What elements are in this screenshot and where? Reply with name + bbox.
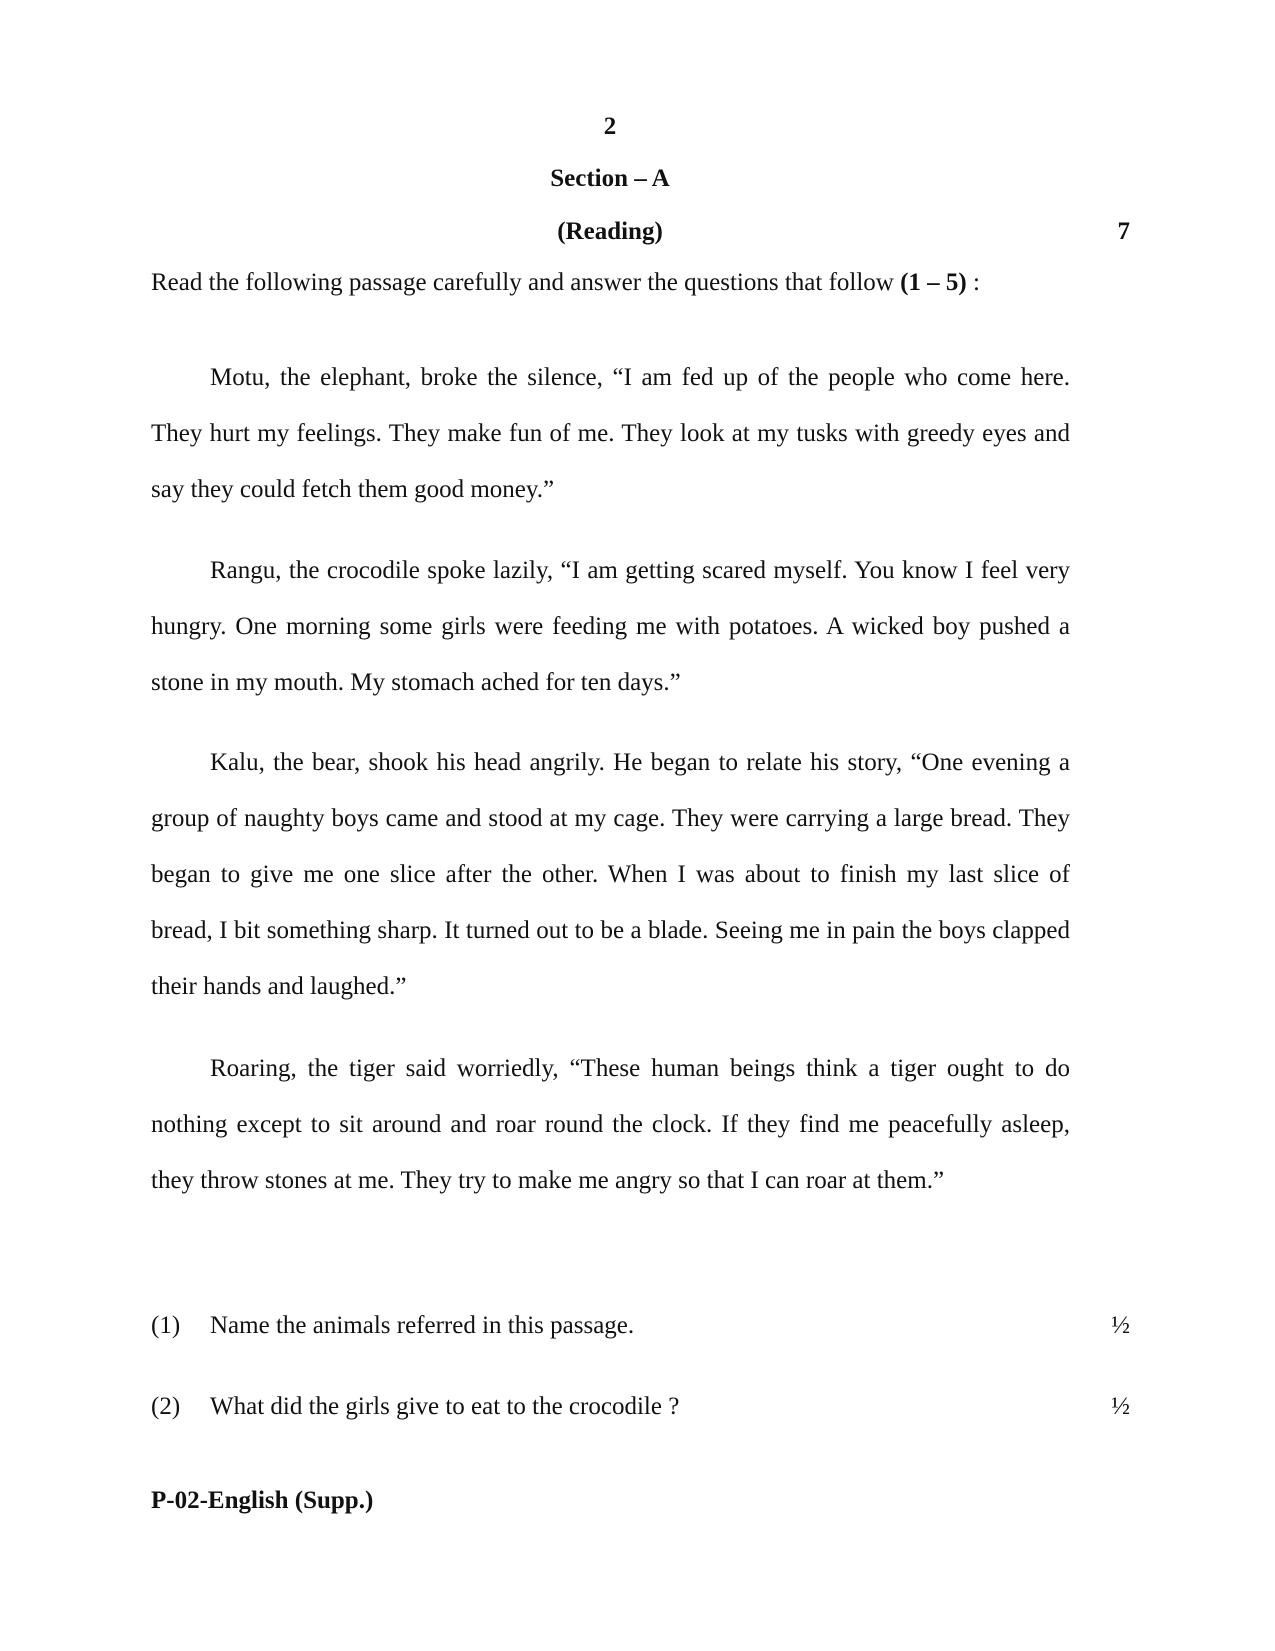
question-number: (1) xyxy=(151,1312,181,1339)
question-item xyxy=(151,1311,1130,1341)
passage-paragraph-elephant: Motu, the elephant, broke the silence, “I am fed up of the people who come here. They hurt my feelings. They make fun of me. They look at my tusks with greedy eyes and say they could fetch them good money.” xyxy=(151,364,1070,503)
question-marks: ½ xyxy=(1111,1312,1130,1339)
instruction-text: Read the following passage carefully and answer the questions that follow xyxy=(151,269,901,296)
passage-paragraph-tiger: Roaring, the tiger said worriedly, “These human beings think a tiger ought to do nothing except to sit around and roar round the clock. If they find me peacefully asleep, they throw stones at me. They try to make me angry so that I can roar at them.” xyxy=(151,1055,1070,1194)
page-number: 2 xyxy=(603,113,617,140)
instruction-suffix: : xyxy=(966,269,980,296)
section-subtitle: (Reading) xyxy=(557,218,663,245)
question-text: Name the animals referred in this passage. xyxy=(210,1312,635,1339)
paper-code-footer: P-02-English (Supp.) xyxy=(151,1487,374,1514)
instruction-question-range: (1 – 5) xyxy=(900,269,967,296)
section-marks: 7 xyxy=(1117,218,1130,245)
section-title: Section – A xyxy=(550,165,670,192)
instruction xyxy=(151,268,980,298)
question-text: What did the girls give to eat to the crocodile ? xyxy=(210,1393,680,1420)
question-item xyxy=(151,1392,1130,1422)
question-number: (2) xyxy=(151,1393,181,1420)
question-marks: ½ xyxy=(1111,1393,1130,1420)
passage-paragraph-bear: Kalu, the bear, shook his head angrily. He began to relate his story, “One evening a group of naughty boys came and stood at my cage. They were carrying a large bread. They began to give me one slice after the other. When I was about to finish my last slice of bread, I bit something sharp. It turned out to be a blade. Seeing me in pain the boys clapped their hands and laughed.” xyxy=(151,749,1070,1000)
passage-paragraph-crocodile: Rangu, the crocodile spoke lazily, “I am getting scared myself. You know I feel very hungry. One morning some girls were feeding me with potatoes. A wicked boy pushed a stone in my mouth. My stomach ached for ten days.” xyxy=(151,557,1070,696)
